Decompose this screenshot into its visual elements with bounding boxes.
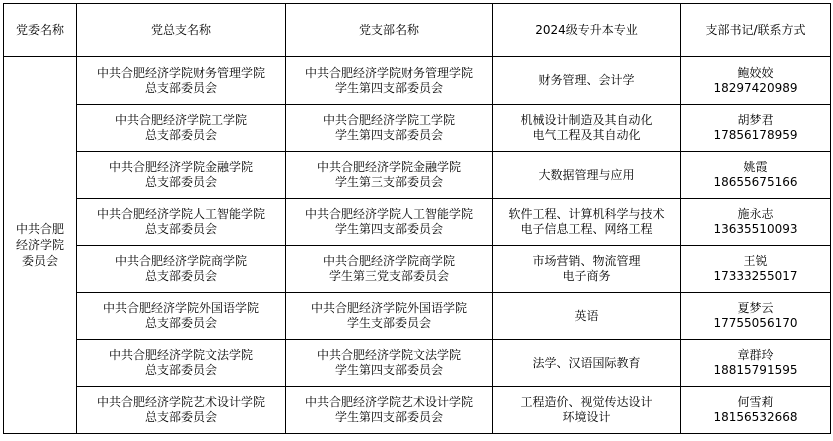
majors-cell	[493, 57, 681, 105]
majors-cell-line: 机械设计制造及其自动化	[520, 113, 653, 127]
branch-cell-line: 学生第三支部委员会	[334, 175, 443, 189]
table-row	[4, 199, 831, 246]
branch-cell-line: 学生支部委员会	[346, 316, 431, 330]
majors-cell	[493, 340, 681, 387]
branch-cell-line: 中共合肥经济学院人工智能学院	[304, 207, 473, 221]
majors-cell-line: 市场营销、物流管理	[532, 254, 641, 268]
majors-cell-line: 大数据管理与应用	[538, 167, 635, 182]
general-branch-cell-line: 总支部委员会	[144, 222, 217, 236]
general-branch-cell	[77, 152, 286, 199]
committee-name-line: 中共合肥	[15, 222, 64, 236]
general-branch-cell	[77, 105, 286, 152]
branch-contact-table	[3, 3, 831, 434]
general-branch-cell-line: 中共合肥经济学院金融学院	[108, 160, 253, 174]
secretary-phone: 18815791595	[713, 363, 798, 377]
branch-cell-line: 学生第三党支部委员会	[328, 269, 449, 283]
secretary-cell	[681, 152, 831, 199]
secretary-cell	[681, 105, 831, 152]
branch-cell-line: 中共合肥经济学院艺术设计学院	[304, 395, 473, 409]
majors-cell-line: 环境设计	[562, 410, 611, 424]
header-general-branch: 党总支名称	[77, 4, 286, 57]
branch-cell-line: 中共合肥经济学院工学院	[322, 113, 455, 127]
secretary-name: 鲍姣姣	[737, 65, 774, 80]
secretary-cell	[681, 340, 831, 387]
majors-cell	[493, 152, 681, 199]
branch-cell	[286, 387, 493, 434]
branch-cell-line: 中共合肥经济学院文法学院	[316, 348, 461, 362]
table-row	[4, 387, 831, 434]
majors-cell-line: 电气工程及其自动化	[532, 128, 641, 142]
general-branch-cell-line: 中共合肥经济学院文法学院	[108, 348, 253, 362]
general-branch-cell-line: 中共合肥经济学院艺术设计学院	[96, 395, 265, 409]
secretary-name: 王锐	[743, 254, 768, 268]
committee-name-line: 委员会	[21, 254, 58, 268]
majors-cell-line: 软件工程、计算机科学与技术	[508, 207, 665, 221]
branch-cell	[286, 152, 493, 199]
secretary-phone: 18655675166	[713, 175, 798, 189]
secretary-phone: 18297420989	[713, 80, 798, 95]
general-branch-cell-line: 总支部委员会	[144, 363, 217, 377]
majors-cell-line: 法学、汉语国际教育	[532, 355, 641, 370]
secretary-name: 胡梦君	[737, 113, 774, 127]
general-branch-cell-line: 总支部委员会	[144, 80, 217, 95]
committee-name-cell	[4, 57, 77, 434]
majors-cell-line: 英语	[574, 308, 599, 323]
branch-cell-line: 学生第四支部委员会	[334, 222, 443, 236]
majors-cell	[493, 105, 681, 152]
majors-cell-line: 财务管理、会计学	[538, 73, 635, 87]
general-branch-cell-line: 中共合肥经济学院外国语学院	[102, 301, 259, 315]
secretary-phone: 17856178959	[713, 128, 798, 142]
branch-cell	[286, 57, 493, 105]
majors-cell	[493, 293, 681, 340]
majors-cell	[493, 387, 681, 434]
general-branch-cell-line: 中共合肥经济学院商学院	[114, 254, 247, 268]
majors-cell-line: 工程造价、视觉传达设计	[520, 395, 653, 409]
branch-cell-line: 学生第四支部委员会	[334, 128, 443, 142]
branch-cell	[286, 340, 493, 387]
table-body	[4, 57, 831, 434]
table-row	[4, 105, 831, 152]
majors-cell	[493, 199, 681, 246]
general-branch-cell-line: 总支部委员会	[144, 269, 217, 283]
secretary-name: 章群玲	[737, 348, 774, 362]
header-branch: 党支部名称	[286, 4, 493, 57]
general-branch-cell-line: 中共合肥经济学院财务管理学院	[96, 65, 265, 80]
secretary-cell	[681, 57, 831, 105]
branch-cell-line: 学生第四支部委员会	[334, 363, 443, 377]
general-branch-cell-line: 中共合肥经济学院人工智能学院	[96, 207, 265, 221]
secretary-cell	[681, 199, 831, 246]
general-branch-cell-line: 总支部委员会	[144, 410, 217, 424]
table-row	[4, 57, 831, 105]
table-row	[4, 340, 831, 387]
majors-cell-line: 电子信息工程、网络工程	[520, 222, 653, 236]
branch-cell-line: 学生第四支部委员会	[334, 80, 443, 95]
header-majors: 2024级专升本专业	[493, 4, 681, 57]
majors-cell-line: 电子商务	[562, 269, 611, 283]
header-committee: 党委名称	[4, 4, 77, 57]
secretary-phone: 13635510093	[713, 222, 798, 236]
general-branch-cell-line: 总支部委员会	[144, 128, 217, 142]
secretary-phone: 17333255017	[713, 269, 798, 283]
general-branch-cell	[77, 293, 286, 340]
general-branch-cell	[77, 57, 286, 105]
header-secretary-contact: 支部书记/联系方式	[681, 4, 831, 57]
general-branch-cell	[77, 246, 286, 293]
secretary-cell	[681, 293, 831, 340]
branch-cell-line: 中共合肥经济学院财务管理学院	[304, 65, 473, 80]
branch-cell-line: 学生第四支部委员会	[334, 410, 443, 424]
branch-cell-line: 中共合肥经济学院外国语学院	[310, 301, 467, 315]
secretary-phone: 18156532668	[713, 410, 798, 424]
general-branch-cell-line: 总支部委员会	[144, 175, 217, 189]
secretary-cell	[681, 387, 831, 434]
secretary-name: 夏梦云	[737, 301, 774, 315]
general-branch-cell	[77, 199, 286, 246]
branch-cell	[286, 199, 493, 246]
branch-cell-line: 中共合肥经济学院商学院	[322, 254, 455, 268]
secretary-name: 施永志	[737, 207, 774, 221]
branch-cell	[286, 105, 493, 152]
secretary-name: 何雪莉	[737, 395, 774, 409]
committee-name-line: 经济学院	[15, 238, 64, 252]
general-branch-cell	[77, 340, 286, 387]
table-row	[4, 152, 831, 199]
secretary-phone: 17755056170	[713, 316, 798, 330]
table-row	[4, 246, 831, 293]
table-row	[4, 293, 831, 340]
branch-cell-line: 中共合肥经济学院金融学院	[316, 160, 461, 174]
secretary-cell	[681, 246, 831, 293]
header-row	[4, 4, 831, 57]
branch-cell	[286, 246, 493, 293]
general-branch-cell-line: 总支部委员会	[144, 316, 217, 330]
general-branch-cell-line: 中共合肥经济学院工学院	[114, 113, 247, 127]
branch-cell	[286, 293, 493, 340]
general-branch-cell	[77, 387, 286, 434]
majors-cell	[493, 246, 681, 293]
secretary-name: 姚霞	[743, 160, 768, 174]
